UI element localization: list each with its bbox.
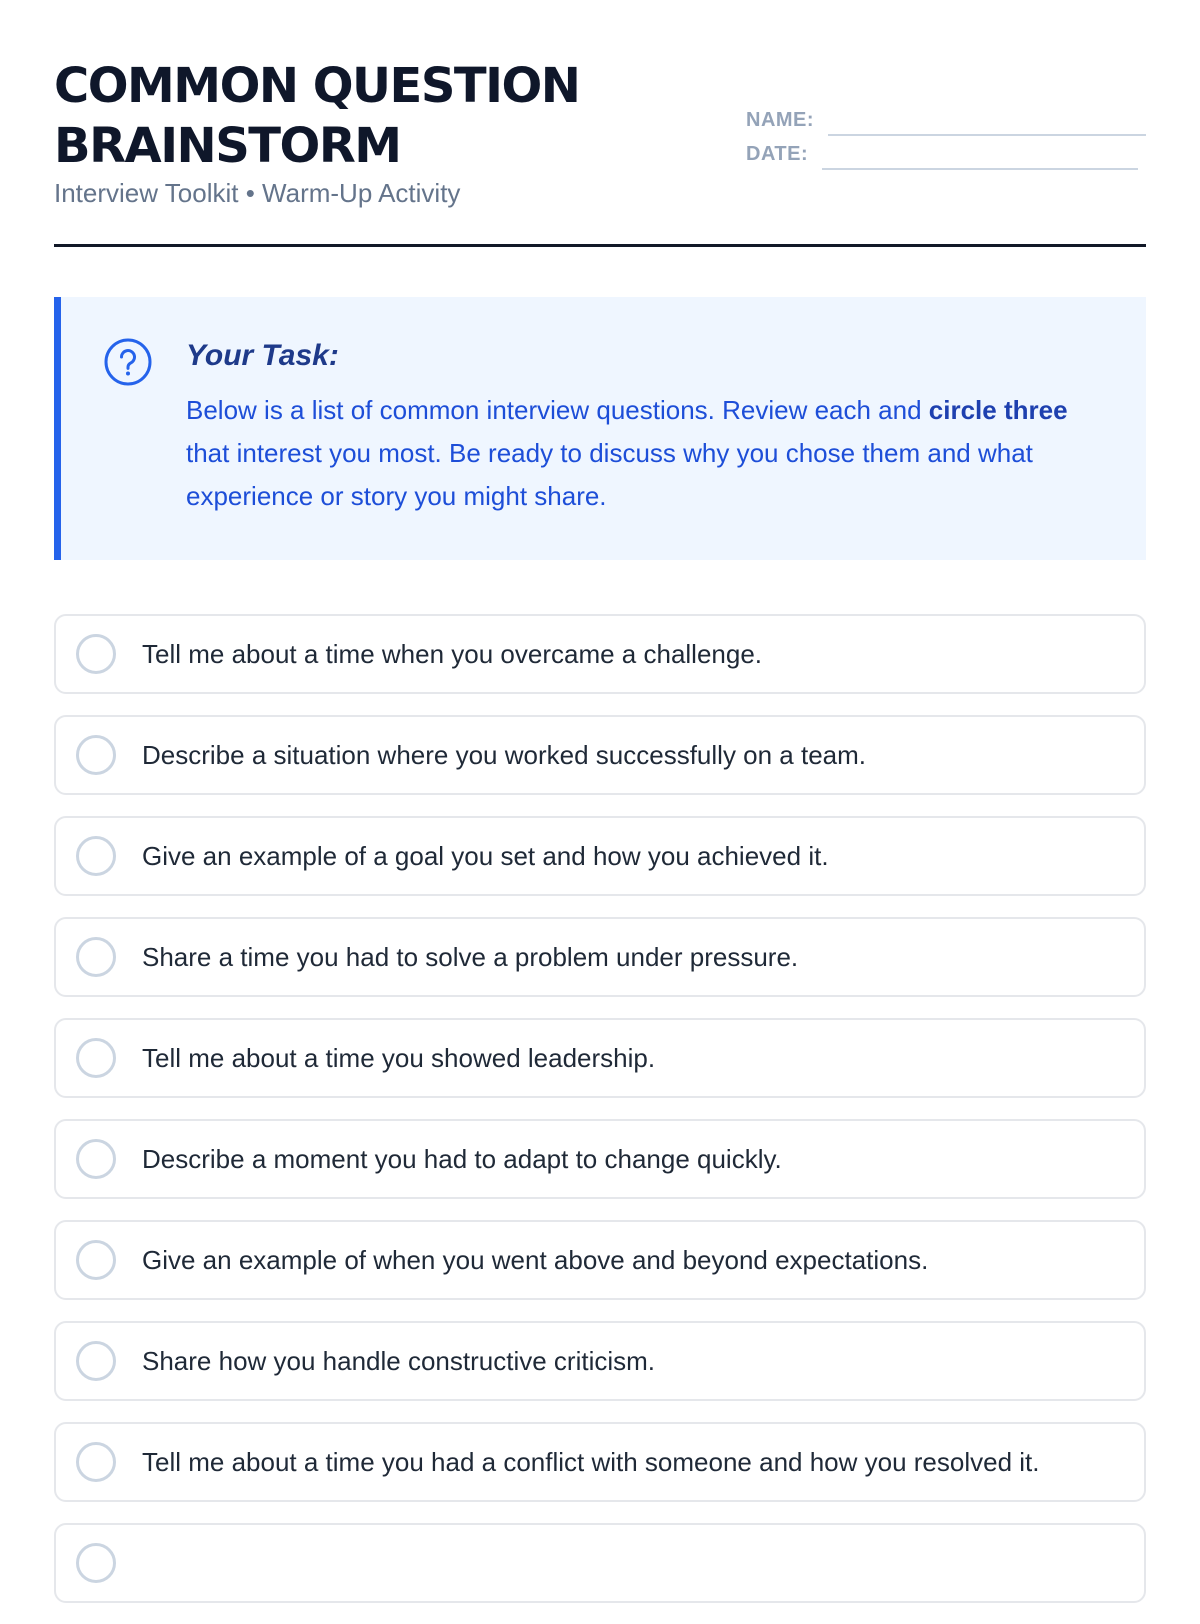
question-circle-option[interactable]	[76, 1341, 116, 1381]
page-subtitle: Interview Toolkit • Warm-Up Activity	[54, 178, 461, 208]
task-body-emphasis: circle three	[928, 395, 1068, 425]
question-item[interactable]	[54, 715, 1146, 795]
question-item[interactable]	[54, 917, 1146, 997]
date-row	[746, 136, 1146, 170]
question-circle-option[interactable]	[76, 1240, 116, 1280]
question-text: Give an example of when you went above and beyond expectations.	[142, 1245, 929, 1275]
task-callout	[54, 297, 1146, 560]
question-item[interactable]	[54, 1119, 1146, 1199]
task-body-end: that interest you most. Be ready to discuss why you chose them and what experience or story you might share.	[186, 438, 1033, 511]
task-body-start: Below is a list of common interview questions. Review each and	[186, 395, 929, 425]
question-circle-option[interactable]	[76, 1442, 116, 1482]
question-text: Tell me about a time you had a conflict with someone and how you resolved it.	[142, 1447, 1040, 1477]
question-circle-option[interactable]	[76, 937, 116, 977]
worksheet-header	[54, 0, 1146, 247]
question-item[interactable]	[54, 1321, 1146, 1401]
question-text: Tell me about a time you showed leadership.	[142, 1043, 656, 1073]
page-title-line-2: BRAINSTORM	[54, 118, 401, 174]
task-instructions	[186, 389, 1086, 518]
question-circle-option[interactable]	[76, 836, 116, 876]
question-item[interactable]	[54, 1422, 1146, 1502]
page-title	[54, 56, 579, 176]
name-field[interactable]	[828, 108, 1146, 136]
worksheet-page	[54, 0, 1146, 1477]
question-circle-option[interactable]	[76, 1139, 116, 1179]
name-date-fields	[746, 102, 1146, 170]
task-title: Your Task:	[186, 339, 339, 372]
question-item[interactable]	[54, 816, 1146, 896]
question-circle-option[interactable]	[76, 735, 116, 775]
date-label: DATE:	[746, 143, 809, 165]
question-text: Give an example of a goal you set and how you achieved it.	[142, 841, 829, 871]
question-circle-icon	[103, 337, 153, 387]
question-item[interactable]	[54, 1018, 1146, 1098]
question-item[interactable]	[54, 614, 1146, 694]
question-text: Share a time you had to solve a problem under pressure.	[142, 942, 799, 972]
question-circle-option[interactable]	[76, 1038, 116, 1078]
question-text: Describe a moment you had to adapt to change quickly.	[142, 1144, 782, 1174]
question-list	[54, 614, 1146, 1624]
question-circle-option[interactable]	[76, 634, 116, 674]
name-row	[746, 102, 1146, 136]
question-text: Share how you handle constructive criticism.	[142, 1346, 656, 1376]
date-field[interactable]	[822, 142, 1138, 170]
question-item[interactable]	[54, 1220, 1146, 1300]
question-circle-option[interactable]	[76, 1543, 116, 1583]
question-text: Tell me about a time when you overcame a challenge.	[142, 639, 763, 669]
question-item-partial[interactable]	[54, 1523, 1146, 1603]
name-label: NAME:	[746, 109, 815, 131]
page-title-line-1: COMMON QUESTION	[54, 58, 580, 114]
question-text: Describe a situation where you worked successfully on a team.	[142, 740, 867, 770]
